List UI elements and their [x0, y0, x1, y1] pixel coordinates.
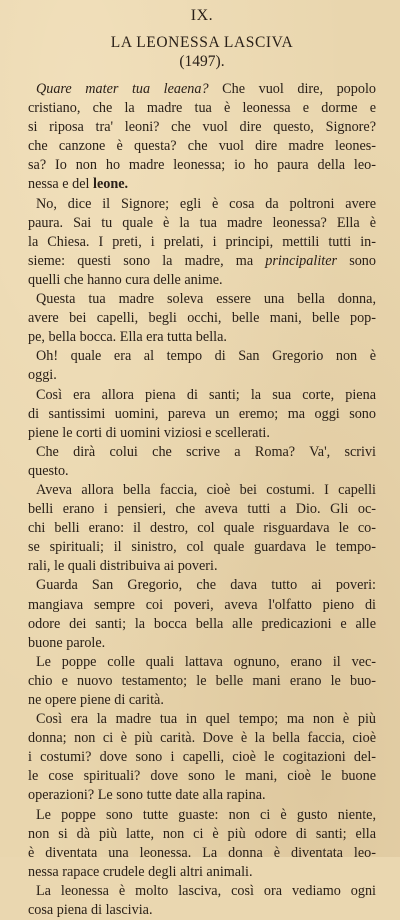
line-text: mangiava sempre coi poveri, aveva l'olfatto pieno di: [28, 596, 376, 613]
line-text: sieme: questi sono la madre, ma: [28, 252, 266, 269]
line-text: buone parole.: [28, 634, 106, 651]
italic-text: Quare mater tua leaena?: [36, 81, 209, 97]
line-text: Aveva allora bella faccia, cioè bei costumi. I capelli: [36, 481, 376, 498]
text-line: [28, 462, 376, 481]
line-text: le cose spirituali? dove sono le mani, cioè le buone: [28, 768, 376, 785]
text-line: [28, 195, 376, 214]
line-text: di santissimi uomini, pareva un eremo; ma oggi sono: [28, 405, 376, 422]
text-line: [28, 386, 376, 405]
line-text: sa? Io non ho madre leonessa; io ho paura della leo-: [28, 157, 376, 174]
paragraph: [28, 386, 376, 443]
paragraph: [28, 806, 376, 882]
bold-text: leone.: [93, 176, 129, 193]
line-text: oggi.: [28, 367, 57, 384]
line-text: quelli che hanno cura delle anime.: [28, 271, 223, 288]
text-line: [28, 137, 376, 156]
text-line: [28, 175, 376, 194]
line-text: La leonessa è molto lasciva, così ora vediamo ogni: [36, 882, 376, 899]
line-text: donna; non ci è più carità. Dove è la bella faccia, cioè: [28, 730, 376, 747]
line-text: Che vuol dire, popolo: [208, 81, 376, 97]
paragraph: [28, 576, 376, 652]
text-line: [28, 99, 376, 118]
text-line: [28, 863, 376, 882]
line-text: pe, bella bocca. Ella era tutta bella.: [28, 329, 227, 346]
line-text: Oh! quale era al tempo di San Gregorio non è: [36, 348, 376, 365]
text-line: [28, 156, 376, 175]
line-text: si riposa tra' leoni? che vuol dire questo, Signore?: [28, 119, 376, 136]
line-text: la Chiesa. I preti, i prelati, i principi, mettili tutti in-: [28, 233, 376, 250]
text-line: [28, 347, 376, 366]
line-text: nessa e del: [28, 176, 94, 193]
line-text: rali, le quali distribuiva ai poveri.: [28, 558, 218, 575]
line-text: piene le corti di uomini viziosi e scellerati.: [28, 424, 270, 441]
line-text: chio e nuovo testamento; le belle mani erano le buo-: [28, 672, 376, 689]
text-line: [28, 500, 376, 519]
paragraph: [28, 882, 376, 920]
paragraph: [28, 443, 376, 481]
chapter-year: (1497).: [179, 53, 225, 70]
paragraph: [28, 195, 376, 290]
line-text: Che dirà colui che scrive a Roma? Va', scrivi: [36, 443, 376, 460]
paragraph: [28, 653, 376, 710]
line-text: Le poppe colle quali lattava ognuno, erano il vec-: [36, 653, 376, 670]
text-line: [28, 481, 376, 500]
text-line: [28, 328, 376, 347]
text-line: [28, 596, 376, 615]
paragraph: [28, 481, 376, 576]
line-text: Così era allora piena di santi; la sua corte, piena: [36, 386, 376, 403]
line-text: No, dice il Signore; egli è cosa da poltroni avere: [36, 195, 376, 212]
line-text: Guarda San Gregorio, che dava tutto ai poveri:: [36, 577, 376, 594]
line-text: i costumi? dove sono i capelli, cioè le cogitazioni del-: [28, 749, 376, 766]
line-text: se spirituali; il sinistro, col quale guardava le tempo-: [28, 539, 376, 556]
text-line: [28, 290, 376, 309]
text-line: [28, 118, 376, 137]
text-line: [28, 576, 376, 595]
text-line: [28, 424, 376, 443]
text-line: [28, 366, 376, 385]
paragraph: [28, 290, 376, 347]
line-text: che canzone è questa? che vuol dire madre leones-: [28, 138, 376, 155]
text-line: [28, 443, 376, 462]
text-line: [28, 882, 376, 901]
chapter-number: IX.: [190, 7, 214, 24]
line-text: nessa rapace crudele degli altri animali.: [28, 863, 253, 880]
text-line: [28, 233, 376, 252]
line-text: Questa tua madre soleva essere una bella donna,: [36, 291, 376, 308]
text-line: [28, 710, 376, 729]
paragraph: [28, 710, 376, 805]
italic-text: principaliter: [265, 252, 338, 269]
line-text: paura. Sai tu quale è la tua madre leonessa? Ella è: [28, 214, 376, 231]
text-line: [28, 901, 376, 920]
text-line: [28, 672, 376, 691]
line-text: questo.: [28, 462, 69, 479]
text-line: [28, 405, 376, 424]
text-line: [28, 519, 376, 538]
text-line: [28, 786, 376, 805]
text-line: [28, 538, 376, 557]
text-line: [28, 309, 376, 328]
line-text: chi belli erano: il destro, col quale risguardava le co-: [28, 520, 376, 537]
text-line: [28, 214, 376, 233]
text-line: [28, 825, 376, 844]
text-line: [28, 271, 376, 290]
text-line: [28, 806, 376, 825]
line-text: sono: [337, 252, 376, 269]
line-text: è diventata una leonessa. La donna è diventata leo-: [28, 844, 376, 861]
chapter-title: LA LEONESSA LASCIVA: [110, 34, 294, 51]
text-line: [28, 844, 376, 863]
text-line: [28, 729, 376, 748]
text-line: [28, 691, 376, 710]
line-text: non si dà più latte, non ci è più odore di santi; ella: [28, 825, 376, 842]
text-line: [28, 615, 376, 634]
text-line: [28, 653, 376, 672]
line-text: Le poppe sono tutte guaste: non ci è gusto niente,: [36, 806, 376, 823]
text-line: [28, 80, 376, 99]
line-text: avere bei capelli, begli occhi, belle mani, belle pop-: [28, 310, 376, 327]
text-line: [28, 748, 376, 767]
text-line: [28, 767, 376, 786]
line-text: ne opere piene di carità.: [28, 692, 164, 708]
line-text: belli erano i pensieri, che aveva tutti a Dio. Gli oc-: [28, 501, 376, 518]
paragraph: [28, 80, 376, 195]
text-line: [28, 557, 376, 576]
line-text: Così era la madre tua in quel tempo; ma non è più: [36, 711, 376, 728]
line-text: odore dei santi; la bocca bella alle predicazioni e alle: [28, 615, 376, 632]
line-text: operazioni? Le sono tutte date alla rapina.: [28, 787, 266, 804]
text-line: [28, 634, 376, 653]
line-text: cosa piena di lascivia.: [28, 902, 153, 919]
line-text: cristiano, che la madre tua è leonessa e dorme e: [28, 100, 376, 117]
body-text: [28, 80, 376, 920]
text-line: [28, 252, 376, 271]
paragraph: [28, 347, 376, 385]
